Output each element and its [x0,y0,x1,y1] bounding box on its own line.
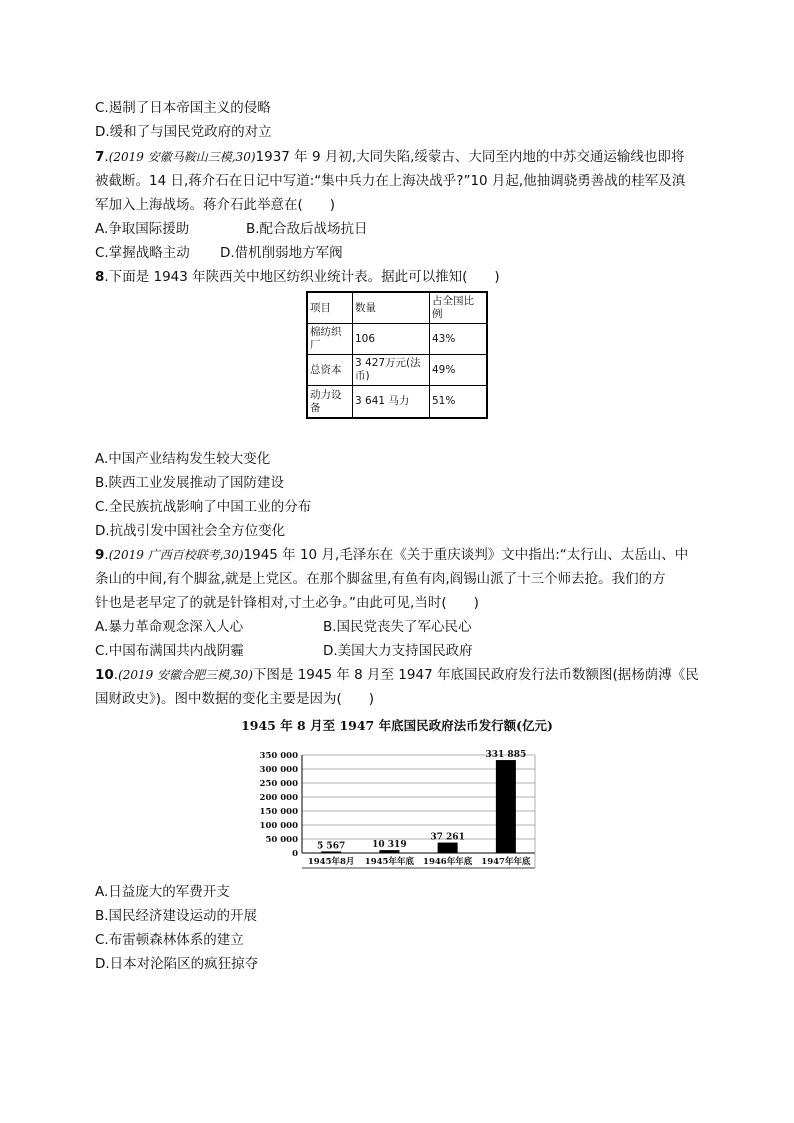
question-source: (2019 安徽马鞍山三模,30) [108,150,256,164]
question-text: .下面是 1943 年陕西关中地区纺织业统计表。据此可以推知( ) [104,269,500,285]
y-axis-ticks [260,751,299,859]
y-tick-label: 100 000 [259,821,298,831]
table-cell: 动力设备 [307,386,353,419]
y-tick-label: 350 000 [259,751,298,761]
option-c[interactable]: C.中国布满国共内战阴霾 [95,643,244,659]
option-d[interactable]: D.美国大力支持国民政府 [323,643,473,659]
question-number: 10 [95,667,114,683]
option-b[interactable]: B.配合敌后战场抗日 [246,221,368,237]
question-number: 8 [95,269,105,285]
table-cell: 总资本 [307,355,353,386]
option-b[interactable]: B.国民经济建设运动的开展 [95,908,258,924]
table-cell: 棉纺织厂 [307,324,353,355]
table-cell: 51% [430,386,488,419]
option-c[interactable]: C.掌握战略主动 [95,245,190,261]
option-c[interactable]: C.布雷顿森林体系的建立 [95,932,244,948]
data-label: 331 885 [485,750,527,761]
option-b[interactable]: B.陕西工业发展推动了国防建设 [95,475,285,491]
bar [496,760,516,853]
question-7-stem-line2: 被截断。14 日,蒋介石在日记中写道:“集中兵力在上海决战乎?”10 月起,他抽调骁勇善战的桂军及滇 [95,173,686,189]
option-a[interactable]: A.中国产业结构发生较大变化 [95,451,271,467]
table-cell: 3 641 马力 [353,386,430,419]
table-cell: 49% [430,355,488,386]
option-d[interactable]: D.日本对沦陷区的疯狂掠夺 [95,956,259,972]
bar [438,843,458,853]
x-tick-label: 1945年8月 [307,857,355,867]
bar-chart [250,738,540,873]
bar [379,850,399,853]
question-9-stem-line2: 条山的中间,有个脚盆,就是上党区。在那个脚盆里,有鱼有肉,阎锡山派了十三个师去抢。我们的方 [95,571,666,587]
question-number: 7 [95,149,105,165]
table-header: 项目 [307,292,353,324]
y-tick-label: 0 [292,849,298,859]
y-tick-label: 250 000 [259,779,298,789]
x-tick-label: 1947年年底 [481,857,531,867]
option-d-prev[interactable]: D.缓和了与国民党政府的对立 [95,124,272,140]
table-cell: 106 [353,324,430,355]
question-7-stem-line3: 军加入上海战场。蒋介石此举意在( ) [95,197,336,213]
y-tick-label: 300 000 [259,765,298,775]
option-a[interactable]: A.暴力革命观念深入人心 [95,619,244,635]
y-tick-label: 200 000 [259,793,298,803]
option-c-prev[interactable]: C.遏制了日本帝国主义的侵略 [95,100,271,116]
option-d[interactable]: D.抗战引发中国社会全方位变化 [95,523,286,539]
option-a[interactable]: A.日益庞大的军费开支 [95,884,230,900]
data-label: 37 261 [430,832,465,843]
question-text: 1937 年 9 月初,大同失陷,绥蒙古、大同至内地的中苏交通运输线也即将 [255,149,685,165]
table-cell: 3 427万元(法币) [353,355,430,386]
question-10-stem-line2: 国财政史》)。图中数据的变化主要是因为( ) [95,691,375,707]
table-cell: 43% [430,324,488,355]
data-label: 5 567 [317,841,346,852]
statistics-table [306,291,488,419]
question-10-stem-line1: 10.(2019 安徽合肥三模,30)下图是 1945 年 8 月至 1947 年底国民政府发行法币数额图(据杨荫溥《民 [95,667,699,683]
bar [321,851,341,853]
table-header: 数量 [353,292,430,324]
question-7-stem-line1: 7.(2019 安徽马鞍山三模,30)1937 年 9 月初,大同失陷,绥蒙古、大同至内地的中苏交通运输线也即将 [95,149,685,165]
question-text: 下图是 1945 年 8 月至 1947 年底国民政府发行法币数额图(据杨荫溥《民 [252,667,699,683]
chart-title: 1945 年 8 月至 1947 年底国民政府法币发行额(亿元) [241,718,553,733]
y-tick-label: 50 000 [265,835,298,845]
question-text: 1945 年 10 月,毛泽东在《关于重庆谈判》文中指出:“太行山、太岳山、中 [243,547,689,563]
question-number: 9 [95,547,105,563]
x-axis-labels [308,856,531,867]
question-source: (2019 安徽合肥三模,30) [118,668,253,682]
x-tick-label: 1946年年底 [423,857,473,867]
question-8-stem [95,267,500,287]
option-a[interactable]: A.争取国际援助 [95,221,190,237]
question-9-stem-line3: 针也是老早定了的就是针锋相对,寸土必争。”由此可见,当时( ) [95,595,479,611]
x-tick-label: 1945年年底 [364,857,414,867]
option-d[interactable]: D.借机削弱地方军阀 [220,245,343,261]
question-source: (2019 广西百校联考,30) [108,548,244,562]
option-c[interactable]: C.全民族抗战影响了中国工业的分布 [95,499,312,515]
y-tick-label: 150 000 [259,807,298,817]
value-labels [317,750,526,851]
table-header: 占全国比例 [430,292,488,324]
question-9-stem-line1: 9.(2019 广西百校联考,30)1945 年 10 月,毛泽东在《关于重庆谈判》文中指出:“太行山、太岳山、中 [95,547,689,563]
option-b[interactable]: B.国民党丧失了军心民心 [323,619,472,635]
data-label: 10 319 [372,840,407,851]
